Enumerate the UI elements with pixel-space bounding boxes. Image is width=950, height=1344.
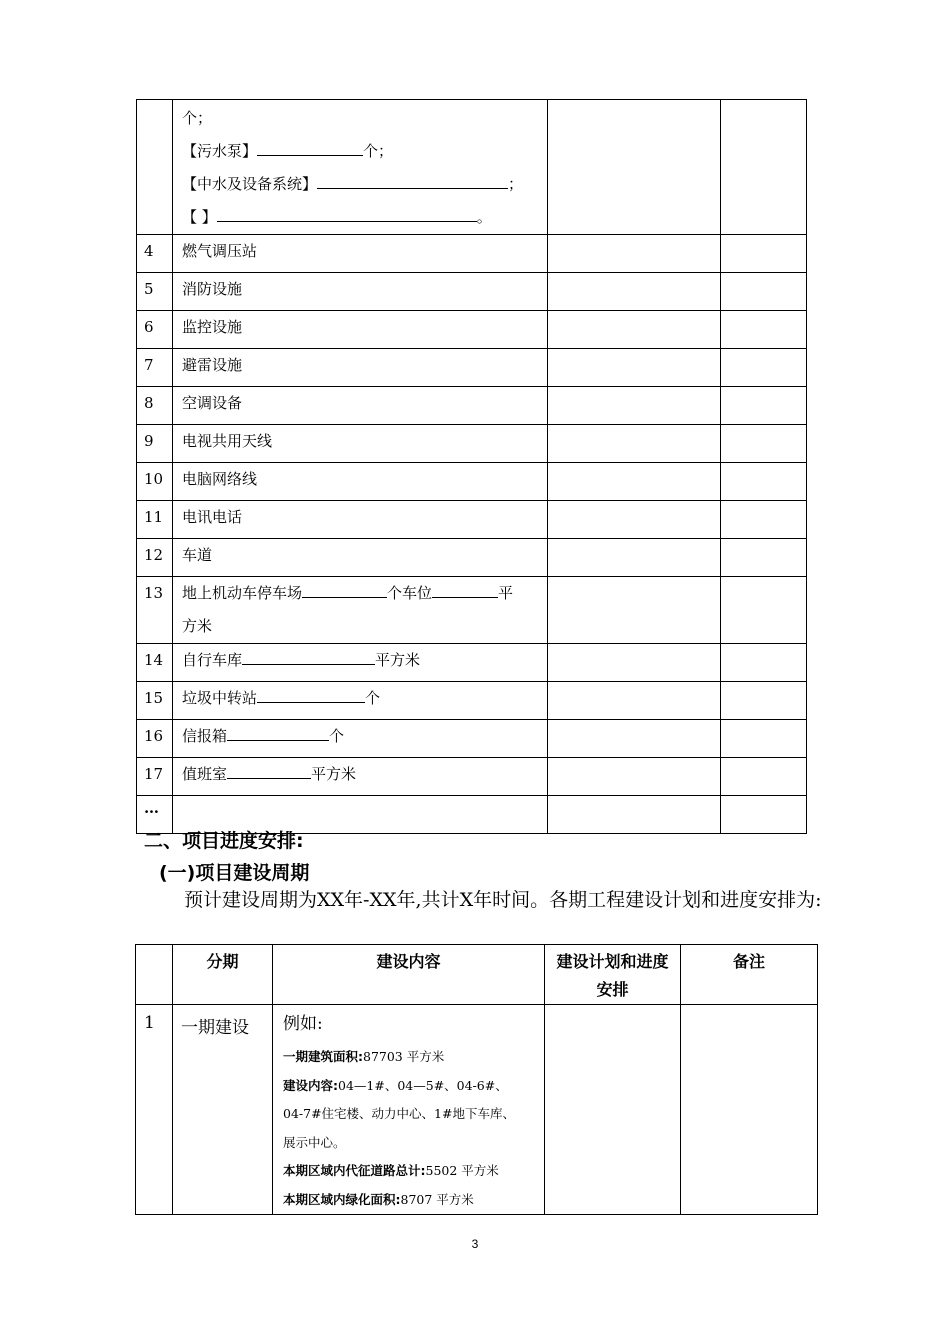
row-number: 14: [137, 644, 173, 682]
field-label: 方米: [182, 617, 213, 635]
blank-line: [432, 583, 498, 598]
empty-cell: [721, 463, 807, 501]
row-text: 监控设施: [173, 311, 548, 349]
row-number: 1: [136, 1005, 173, 1215]
empty-cell: [721, 796, 807, 834]
field-label: 信报箱: [182, 727, 228, 745]
continuation-cell: [173, 100, 548, 235]
row-text: [173, 758, 548, 796]
content-cell: [273, 1005, 545, 1215]
empty-cell: [548, 682, 721, 720]
field-label: 【中水及设备系统】: [182, 175, 318, 193]
table-row: [137, 235, 807, 273]
empty-cell: [548, 720, 721, 758]
empty-cell: [548, 425, 721, 463]
header-cell: 建设内容: [273, 945, 545, 1005]
empty-cell: [548, 311, 721, 349]
empty-cell: [721, 235, 807, 273]
field-value: 8707 平方米: [400, 1191, 474, 1207]
field-label: 本期区域内代征道路总计:: [283, 1163, 426, 1178]
row-number: 11: [137, 501, 173, 539]
table-row: [137, 100, 807, 235]
empty-cell: [548, 644, 721, 682]
row-text: 避雷设施: [173, 349, 548, 387]
blank-line: [217, 207, 477, 222]
empty-cell: [721, 425, 807, 463]
cell-line: [182, 201, 547, 234]
field-label: 【 】: [182, 208, 217, 226]
row-number: 9: [137, 425, 173, 463]
table-row: [137, 425, 807, 463]
blank-line: [227, 726, 329, 741]
field-value: 87703 平方米: [363, 1049, 445, 1064]
row-text: 车道: [173, 539, 548, 577]
header-cell: 分期: [173, 945, 273, 1005]
field-label: 个: [329, 727, 345, 745]
row-number: 17: [137, 758, 173, 796]
empty-cell: [721, 501, 807, 539]
field-label: 自行车库: [182, 651, 243, 669]
field-label: 一期建筑面积:: [283, 1049, 363, 1064]
empty-cell: [548, 100, 721, 235]
blank-line: [257, 141, 363, 156]
table-row: [137, 758, 807, 796]
table-row: [136, 1005, 818, 1215]
row-number: 13: [137, 577, 173, 644]
example-label: 例如:: [283, 1014, 323, 1034]
empty-cell: [721, 720, 807, 758]
row-number: 10: [137, 463, 173, 501]
blank-line: [227, 764, 311, 779]
section-heading: 二、项目进度安排:: [144, 830, 304, 852]
empty-cell: [721, 273, 807, 311]
content-line: [283, 1186, 544, 1215]
table-row: [137, 501, 807, 539]
empty-cell: [548, 463, 721, 501]
table-row: [137, 349, 807, 387]
row-text: [173, 720, 548, 758]
cell-line: [182, 135, 547, 168]
field-label: 个车位: [387, 584, 433, 602]
row-text: 电脑网络线: [173, 463, 548, 501]
field-label: 建设内容:: [283, 1077, 338, 1093]
field-label: 地上机动车停车场: [182, 584, 303, 602]
empty-cell: [548, 235, 721, 273]
empty-cell: [721, 387, 807, 425]
table-row: [137, 387, 807, 425]
row-number: 16: [137, 720, 173, 758]
table-row: [137, 539, 807, 577]
body-paragraph: [144, 886, 884, 914]
row-number: 6: [137, 311, 173, 349]
schedule-table: [135, 944, 818, 1215]
cell-line: 个；: [182, 109, 213, 127]
field-value: 5502 平方米: [425, 1163, 499, 1178]
empty-cell: [721, 100, 807, 235]
empty-cell: [548, 577, 721, 644]
field-suffix: 。: [476, 208, 492, 226]
table-row: [137, 577, 807, 644]
row-text: [173, 577, 548, 644]
facilities-table: [136, 99, 807, 834]
table-row: [137, 720, 807, 758]
row-number: 5: [137, 273, 173, 311]
row-text: [173, 682, 548, 720]
row-text: 空调设备: [173, 387, 548, 425]
content-line: [283, 1072, 544, 1101]
field-label: 个: [365, 689, 381, 707]
empty-cell: [721, 644, 807, 682]
empty-cell: [548, 501, 721, 539]
empty-cell: [721, 349, 807, 387]
content-line: [283, 1043, 544, 1072]
table-row: [137, 644, 807, 682]
subsection-heading: (一)项目建设周期: [159, 862, 310, 884]
blank-line: [317, 174, 508, 189]
field-label: 垃圾中转站: [182, 689, 258, 707]
row-text: 电视共用天线: [173, 425, 548, 463]
field-suffix: 个；: [363, 142, 394, 160]
field-label: 值班室: [182, 765, 228, 783]
table-header-row: [136, 945, 818, 1005]
field-label: 平: [498, 584, 514, 602]
row-number: [137, 100, 173, 235]
table-row: [137, 273, 807, 311]
empty-cell: [681, 1005, 818, 1215]
empty-cell: [721, 539, 807, 577]
empty-cell: [721, 758, 807, 796]
field-label: 【污水泵】: [182, 142, 258, 160]
empty-cell: [721, 577, 807, 644]
page-number: 3: [471, 1237, 479, 1251]
table-row: [137, 682, 807, 720]
content-line: [283, 1157, 544, 1186]
field-value: 04—1#、04—5#、04-6#、: [338, 1077, 508, 1093]
empty-cell: [545, 1005, 681, 1215]
row-text: 消防设施: [173, 273, 548, 311]
blank-line: [257, 688, 365, 703]
content-line: 展示中心。: [283, 1134, 346, 1150]
content-line: 04-7#住宅楼、动力中心、1#地下车库、: [283, 1106, 515, 1121]
paragraph-text: 预计建设周期为XX年-XX年,共计X年时间。各期工程建设计划和进度安排为:: [184, 889, 822, 911]
empty-cell: [721, 682, 807, 720]
row-number: 12: [137, 539, 173, 577]
row-number: 15: [137, 682, 173, 720]
empty-cell: [548, 273, 721, 311]
empty-cell: [548, 387, 721, 425]
row-text: [173, 644, 548, 682]
empty-cell: [721, 311, 807, 349]
cell-line: [182, 168, 547, 201]
row-number: 4: [137, 235, 173, 273]
row-number: 7: [137, 349, 173, 387]
row-ellipsis: …: [137, 796, 173, 834]
header-cell: 建设计划和进度安排: [545, 945, 681, 1005]
blank-line: [302, 583, 387, 598]
header-cell: [136, 945, 173, 1005]
blank-line: [242, 650, 375, 665]
field-suffix: ；: [508, 175, 524, 193]
phase-name: 一期建设: [173, 1005, 273, 1215]
row-text: 燃气调压站: [173, 235, 548, 273]
empty-cell: [548, 758, 721, 796]
table-row: [137, 463, 807, 501]
row-text: 电讯电话: [173, 501, 548, 539]
field-label: 平方米: [375, 651, 421, 669]
empty-cell: [548, 349, 721, 387]
empty-cell: [548, 539, 721, 577]
empty-cell: [548, 796, 721, 834]
header-cell: 备注: [681, 945, 818, 1005]
table-row: [137, 311, 807, 349]
row-number: 8: [137, 387, 173, 425]
field-label: 本期区域内绿化面积:: [283, 1191, 401, 1207]
field-label: 平方米: [311, 765, 357, 783]
